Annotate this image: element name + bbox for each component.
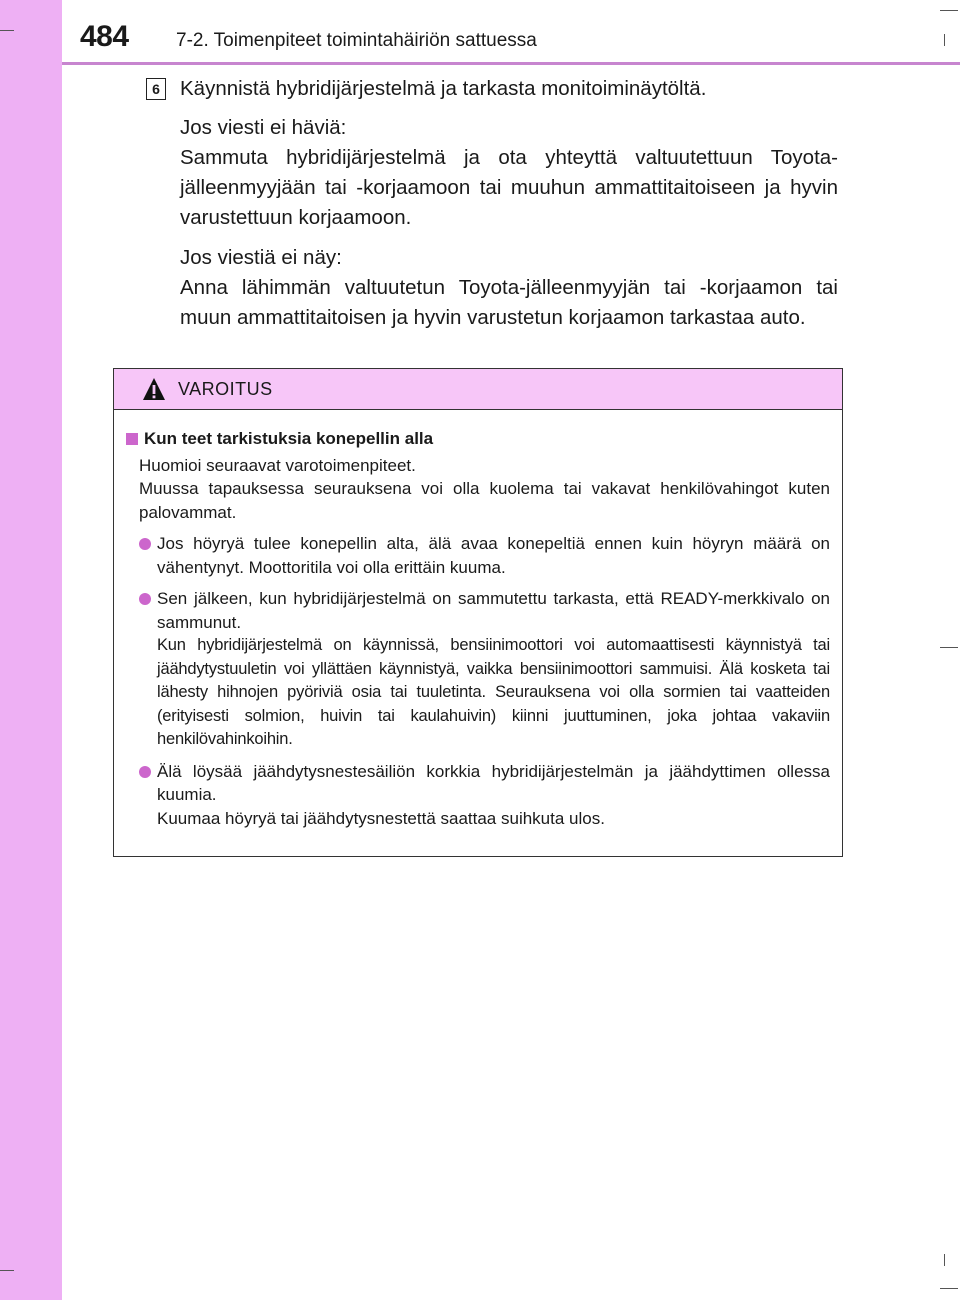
square-bullet-icon <box>126 433 138 445</box>
bullet-text: Älä löysää jäähdytysnestesäiliön korkkia hybridijärjestelmän ja jäähdyttimen ollessa kuumia. <box>157 761 830 804</box>
warning-intro-line2: Muussa tapauksessa seurauksena voi olla kuolema tai vakavat henkilövahingot kuten palovammat. <box>139 479 830 522</box>
bullet-detail: Kun hybridijärjestelmä on käynnissä, bensiinimoottori voi automaattisesti käynnistyä tai jäähdytystuuletin voi yllättäen käynnistyä, vaikka bensiinimoottori sammuisi. Älä kosketa tai lähesty hihnojen pyöriviä osia tai tuuletinta. Seurauksena voi olla sormien tai vaatteiden (erityisesti solmion, huivin tai kaulahuivin) kiinni juuttuminen, joka johtaa vakaviin henkilövahinkoihin. <box>157 636 830 748</box>
crop-mark <box>940 647 958 648</box>
section-title: 7-2. Toimenpiteet toimintahäiriön sattuessa <box>176 30 537 51</box>
if-not-shown-text: Anna lähimmän valtuutetun Toyota-jälleenmyyjän tai -korjaamon tai muun ammattitaitoisen ja hyvin varustetun korjaamon tarkastaa auto. <box>180 276 838 329</box>
crop-mark <box>944 1254 945 1266</box>
if-persists-text: Sammuta hybridijärjestelmä ja ota yhteyttä valtuutettuun Toyota-jälleenmyyjään tai -korjaamoon tai muuhun ammattitaitoiseen ja hyvin varustettuun korjaamoon. <box>180 146 838 229</box>
bullet-dot-icon <box>139 766 151 778</box>
crop-mark <box>944 34 945 46</box>
warning-bullet-item <box>126 532 830 579</box>
if-persists-label: Jos viesti ei häviä: <box>180 116 347 139</box>
header-rule <box>62 62 960 65</box>
warning-bullet-item <box>126 760 830 831</box>
warning-intro-line1: Huomioi seuraavat varotoimenpiteet. <box>139 455 416 475</box>
step-main-text: Käynnistä hybridijärjestelmä ja tarkasta monitoiminäytöltä. <box>180 77 707 100</box>
bullet-text: Jos höyryä tulee konepellin alta, älä avaa konepeltiä ennen kuin höyryn määrä on vähentynyt. Moottoritila voi olla erittäin kuuma. <box>157 534 830 577</box>
crop-mark <box>0 30 14 31</box>
step-content <box>180 74 838 339</box>
warning-box <box>113 368 843 857</box>
bullet-dot-icon <box>139 593 151 605</box>
step-number-badge: 6 <box>146 78 166 100</box>
bullet-dot-icon <box>139 538 151 550</box>
warning-triangle-icon <box>142 377 166 401</box>
warning-bullet-item <box>126 587 830 752</box>
page-number: 484 <box>80 20 129 53</box>
warning-subheading-text: Kun teet tarkistuksia konepellin alla <box>144 429 434 448</box>
crop-mark <box>940 1288 958 1289</box>
if-not-shown-label: Jos viestiä ei näy: <box>180 246 342 269</box>
warning-body <box>114 410 842 830</box>
warning-title: VAROITUS <box>178 378 273 399</box>
warning-intro <box>126 454 830 525</box>
crop-mark <box>940 10 958 11</box>
warning-subheading <box>126 427 830 451</box>
bullet-text: Sen jälkeen, kun hybridijärjestelmä on sammutettu tarkasta, että READY-merkkivalo on sammunut. <box>157 589 830 632</box>
bullet-detail: Kuumaa höyryä tai jäähdytysnestettä saattaa suihkuta ulos. <box>157 808 605 828</box>
warning-header <box>114 369 842 410</box>
side-color-strip <box>0 0 62 1300</box>
crop-mark <box>0 1270 14 1271</box>
